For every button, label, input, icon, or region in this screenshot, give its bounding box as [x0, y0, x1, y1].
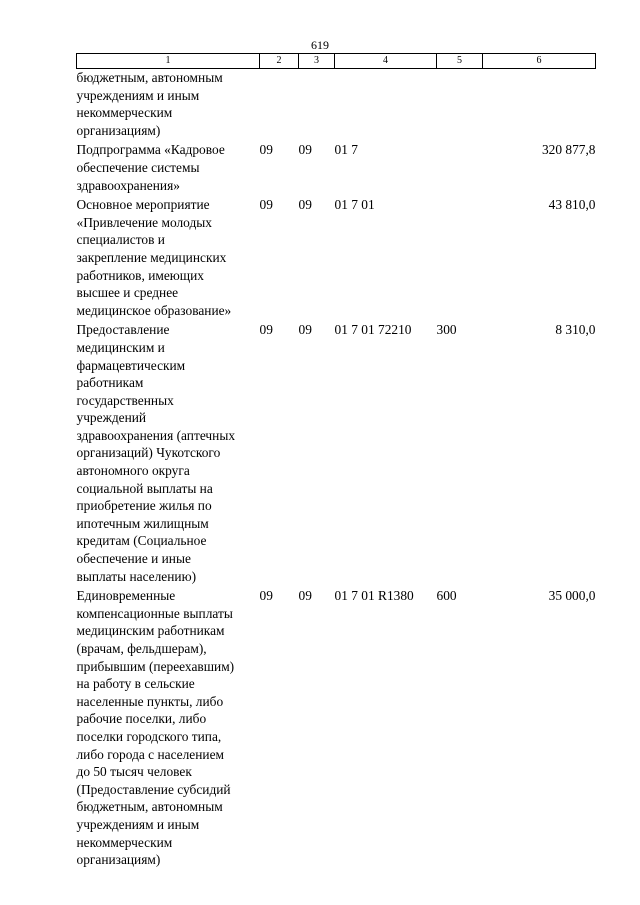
- row-amount: 8 310,0: [555, 322, 596, 338]
- row-name: Основное мероприятие «Привлечение молодых специалистов и закрепление медицинских работников, имеющих высшее и среднее медицинское образование»: [76, 197, 232, 318]
- row-expense-type: [437, 194, 483, 319]
- row-target-article: 01 7 01 72210: [334, 322, 412, 338]
- row-name: Предоставление медицинским и фармацевтическим работникам государственных учреждений здравоохранения (аптечных организаций) Чукотского автономного округа социальной выплаты на приобретение жилья по ипотечным жилищным кредитам (Социальное обеспечение и иные выплаты населению): [76, 322, 236, 584]
- row-target-article: 01 7: [334, 142, 358, 158]
- row-subsection: [299, 69, 335, 140]
- table-row: [77, 319, 596, 585]
- row-amount: 320 877,8: [541, 142, 596, 158]
- row-expense-type: 300: [436, 322, 457, 338]
- row-section: 09: [259, 588, 273, 604]
- row-amount: [483, 69, 596, 140]
- row-section: 09: [259, 197, 273, 213]
- table-row: [77, 69, 596, 140]
- column-header-3: 3: [299, 54, 335, 69]
- row-name: бюджетным, автономным учреждениям и иным некоммерческим организациям): [76, 70, 223, 138]
- column-header-6: 6: [483, 54, 596, 69]
- row-target-article: 01 7 01 R1380: [334, 588, 414, 604]
- column-header-2: 2: [260, 54, 299, 69]
- column-header-4: 4: [335, 54, 437, 69]
- row-subsection: 09: [298, 142, 312, 158]
- row-name: Подпрограмма «Кадровое обеспечение системы здравоохранения»: [76, 142, 225, 193]
- row-section: 09: [259, 142, 273, 158]
- row-subsection: 09: [298, 197, 312, 213]
- row-expense-type: [437, 69, 483, 140]
- table-row: [77, 194, 596, 319]
- row-subsection: 09: [298, 322, 312, 338]
- table-header-row: [77, 54, 596, 69]
- row-section: 09: [259, 322, 273, 338]
- row-subsection: 09: [298, 588, 312, 604]
- column-header-5: 5: [437, 54, 483, 69]
- row-target-article: 01 7 01: [334, 197, 375, 213]
- row-expense-type: 600: [436, 588, 457, 604]
- table-row: [77, 585, 596, 869]
- row-expense-type: [437, 139, 483, 194]
- page-number: 619: [311, 38, 329, 52]
- row-name: Единовременные компенсационные выплаты медицинским работникам (врачам, фельдшерам), прибывшим (переехавшим) на работу в сельские населенные пункты, либо рабочие поселки, либо поселки городского типа, либо города с населением до 50 тысяч человек (Предоставление субсидий бюджетным, автономным учреждениям и иным некоммерческим организациям): [76, 588, 235, 868]
- budget-table: [76, 53, 596, 869]
- row-amount: 43 810,0: [548, 197, 596, 213]
- row-amount: 35 000,0: [548, 588, 596, 604]
- row-section: [260, 69, 299, 140]
- column-header-1: 1: [77, 54, 260, 69]
- row-target-article: [335, 69, 437, 140]
- table-row: [77, 139, 596, 194]
